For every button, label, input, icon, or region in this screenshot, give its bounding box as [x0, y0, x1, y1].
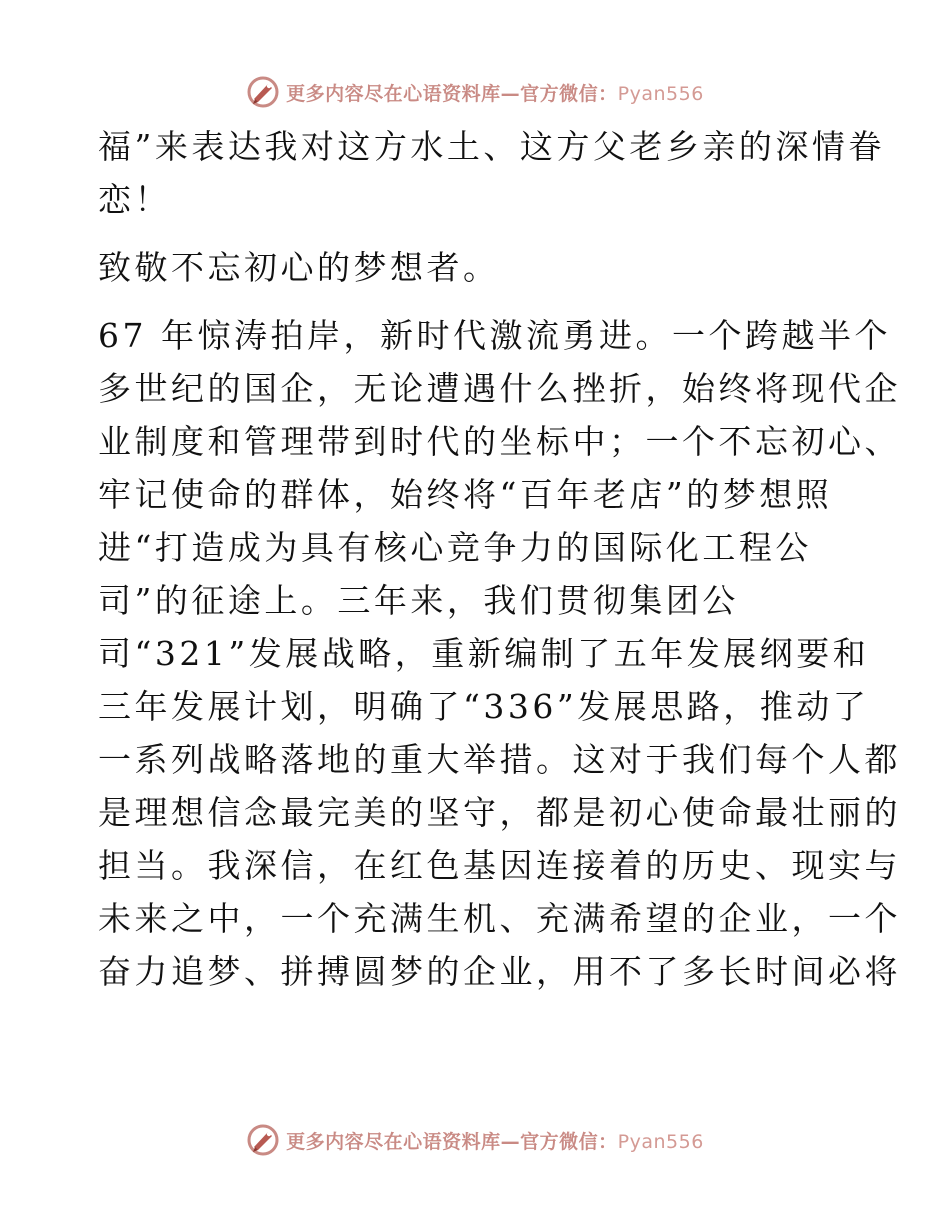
document-body	[98, 120, 901, 998]
header-watermark	[0, 72, 950, 112]
text-line: 牢记使命的群体，始终将“百年老店”的梦想照	[98, 475, 833, 514]
text-line: 司“321”发展战略，重新编制了五年发展纲要和	[98, 634, 870, 673]
text-line: 三年发展计划，明确了“336”发展思路，推动了	[98, 687, 870, 726]
watermark-text: 更多内容尽在心语资料库—官方微信：Pyan556	[286, 82, 704, 105]
text-line: 司”的征途上。三年来，我们贯彻集团公	[98, 581, 739, 620]
text-line: 进“打造成为具有核心竞争力的国际化工程公	[98, 528, 812, 567]
watermark-text: 更多内容尽在心语资料库—官方微信：Pyan556	[286, 1130, 704, 1153]
text-line: 福”来表达我对这方水土、这方父老乡亲的深情眷	[98, 127, 885, 166]
text-line: 担当。我深信，在红色基因连接着的历史、现实与	[98, 846, 901, 885]
footer-watermark	[0, 1120, 950, 1160]
text-line: 一系列战略落地的重大举措。这对于我们每个人都	[98, 740, 901, 779]
paragraph	[98, 241, 858, 294]
text-line: 致敬不忘初心的梦想者。	[98, 248, 500, 287]
text-line: 多世纪的国企，无论遭遇什么挫折，始终将现代企	[98, 369, 901, 408]
pen-nib-logo-icon	[246, 1123, 280, 1157]
text-line: 未来之中，一个充满生机、充满希望的企业，一个	[98, 899, 901, 938]
text-line: 是理想信念最完美的坚守，都是初心使命最壮丽的	[98, 793, 901, 832]
pen-nib-logo-icon	[246, 75, 280, 109]
text-line: 67 年惊涛拍岸，新时代激流勇进。一个跨越半个	[98, 316, 891, 355]
text-line: 业制度和管理带到时代的坐标中；一个不忘初心、	[98, 422, 901, 461]
text-line: 奋力追梦、拼搏圆梦的企业，用不了多长时间必将	[98, 952, 901, 991]
paragraph	[98, 309, 901, 998]
text-line: 恋！	[98, 180, 171, 219]
paragraph	[98, 120, 885, 226]
